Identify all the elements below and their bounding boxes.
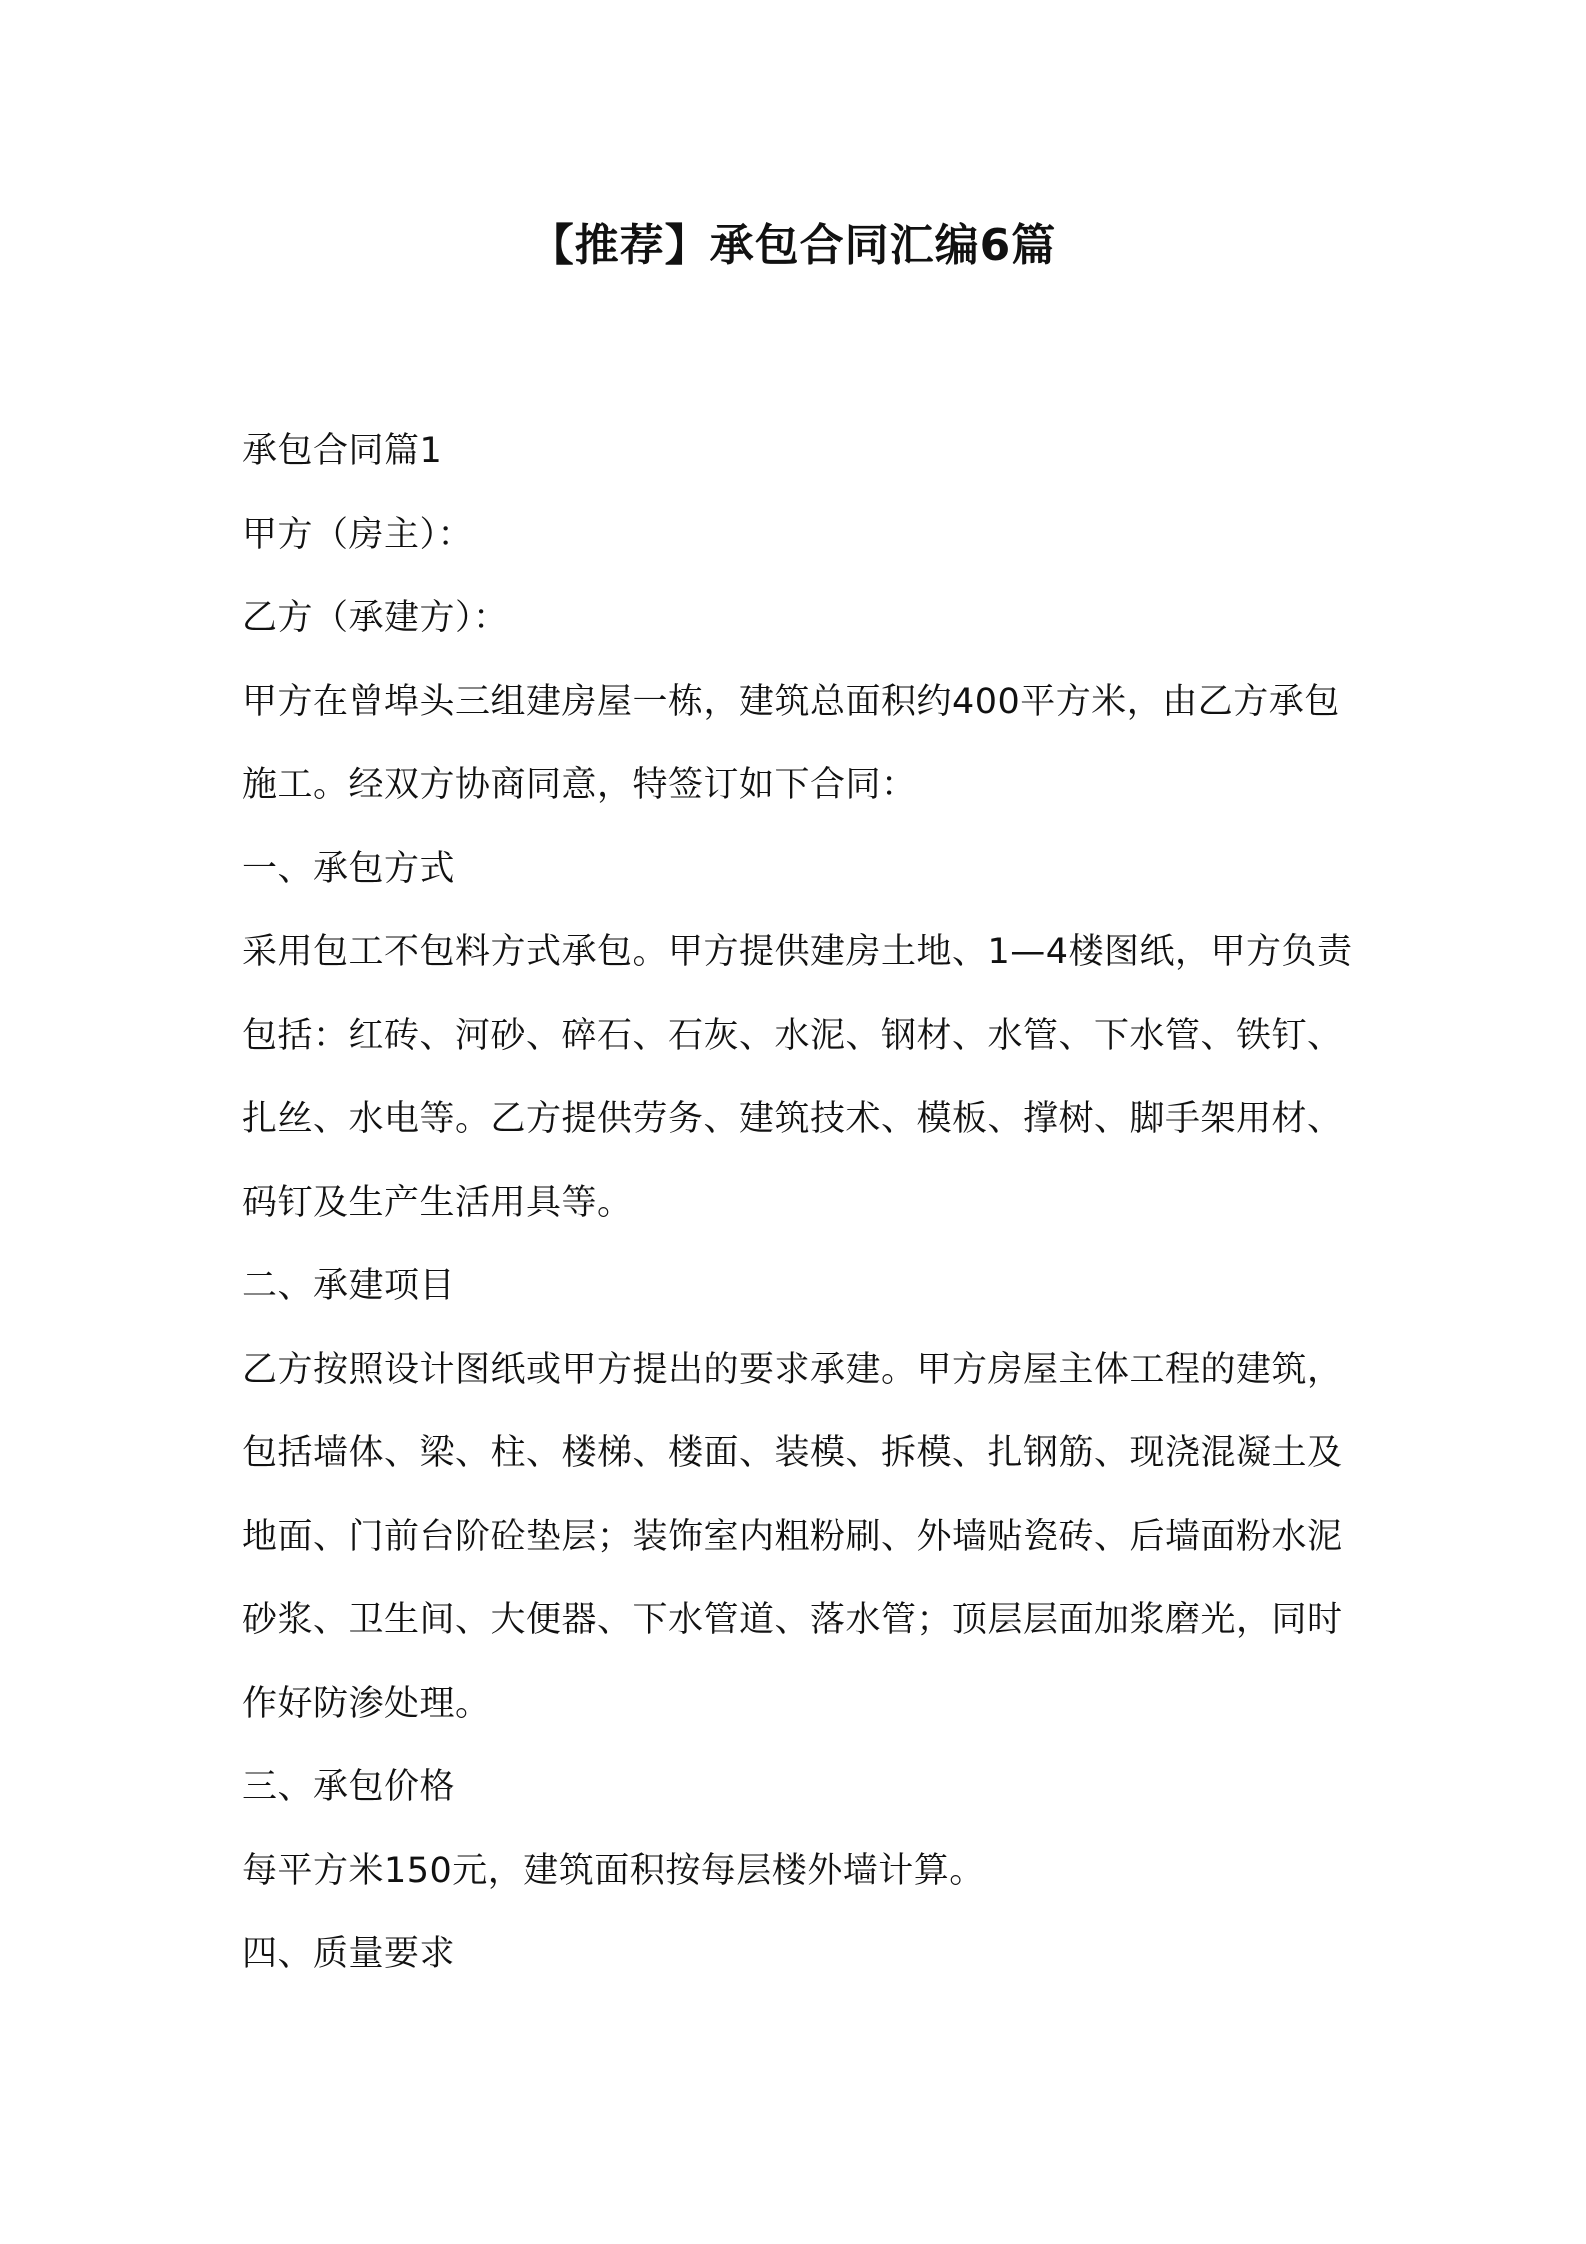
clause-paragraph: 采用包工不包料方式承包。甲方提供建房土地、1—4楼图纸，甲方负责包括：红砖、河砂、碎石、石灰、水泥、钢材、水管、下水管、铁钉、扎丝、水电等。乙方提供劳务、建筑技术、模板、撑树、脚手架用材、码钉及生产生活用具等。 [242,932,1353,1223]
intro-paragraph: 甲方在曾埠头三组建房屋一栋，建筑总面积约400平方米，由乙方承包施工。经双方协商同意，特签订如下合同： [242,681,1340,805]
section-heading: 承包合同篇1 [242,431,443,471]
party-b-line: 乙方（承建方）： [242,598,509,638]
clause-heading: 三、承包价格 [242,1767,456,1807]
party-a-line: 甲方（房主）： [242,514,474,555]
clause-heading: 二、承建项目 [242,1266,456,1306]
document-body [242,410,1372,1997]
document-title: 【推荐】承包合同汇编6篇 [529,220,1057,271]
clause-paragraph: 每平方米150元，建筑面积按每层楼外墙计算。 [242,1850,985,1891]
clause-paragraph: 乙方按照设计图纸或甲方提出的要求承建。甲方房屋主体工程的建筑，包括墙体、梁、柱、楼梯、楼面、装模、拆模、扎钢筋、现浇混凝土及地面、门前台阶砼垫层；装饰室内粗粉刷、外墙贴瓷砖、后墙面粉水泥砂浆、卫生间、大便器、下水管道、落水管；顶层层面加浆磨光，同时作好防渗处理。 [242,1349,1343,1724]
clause-heading: 一、承包方式 [242,848,456,889]
clause-heading: 四、质量要求 [242,1934,456,1974]
